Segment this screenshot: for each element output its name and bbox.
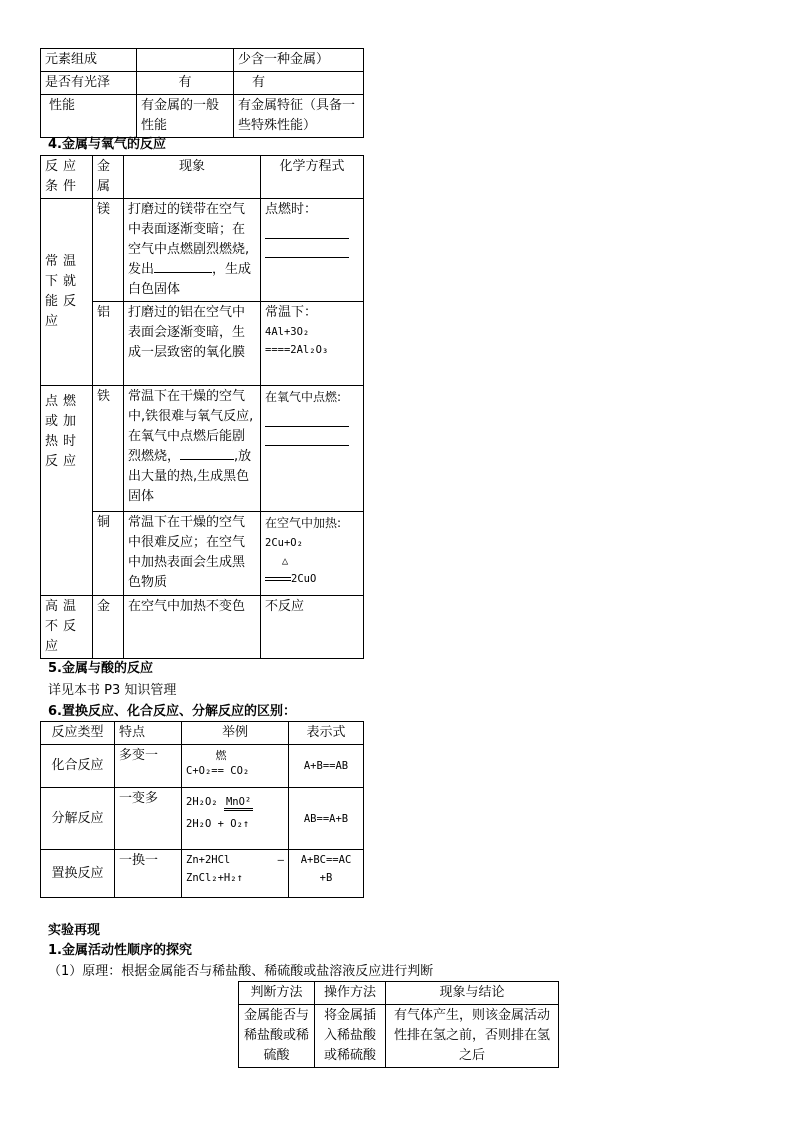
feature-cell: 多变一 — [115, 745, 182, 788]
phenomenon-text: 打磨过的镁带在空气中表面逐渐变暗；在空气中点燃剧烈燃烧,发出 — [128, 202, 250, 277]
formula — [265, 552, 359, 570]
example-cell — [182, 788, 289, 850]
section-heading-5: 5.金属与酸的反应 — [48, 661, 153, 676]
phenomenon-cell: 常温下在干燥的空气中很难反应；在空气中加热表面会生成黑色物质 — [124, 512, 261, 596]
type-cell: 化合反应 — [41, 745, 115, 788]
cell — [137, 49, 234, 72]
reaction-condition: MnO² — [224, 796, 253, 811]
cell: 是否有光泽 — [41, 72, 137, 95]
condition-cell: 常温下就能反应 — [41, 199, 93, 386]
type-cell: 分解反应 — [41, 788, 115, 850]
type-cell: 置换反应 — [41, 850, 115, 898]
method-table — [238, 981, 559, 1068]
metal-cell: 金 — [93, 596, 124, 659]
header-cell: 操作方法 — [315, 982, 386, 1005]
equation-label: 常温下： — [265, 305, 318, 320]
fill-blank — [154, 272, 212, 273]
formula-reactant: Zn+2HCl — [186, 854, 231, 866]
header-cell: 现象与结论 — [386, 982, 559, 1005]
table-row — [41, 850, 364, 898]
cell: 有 — [234, 72, 364, 95]
example-cell — [182, 745, 289, 788]
table-row — [41, 386, 364, 512]
fill-blank — [265, 220, 359, 258]
metal-oxygen-table — [40, 155, 364, 659]
cell: 有气体产生，则该金属活动性排在氢之前，否则排在氢之后 — [386, 1005, 559, 1068]
formula — [186, 793, 284, 811]
header-cell: 判断方法 — [239, 982, 315, 1005]
header-cell: 反应类型 — [41, 722, 115, 745]
cell: 有金属的一般性能 — [137, 95, 234, 138]
section-heading-activity: 1.金属活动性顺序的探究 — [48, 943, 192, 958]
equation-cell: 不反应 — [261, 596, 364, 659]
table-row — [41, 745, 364, 788]
header-cell: 金属 — [93, 156, 124, 199]
expression-line: +B — [319, 872, 333, 884]
cell: 有 — [137, 72, 234, 95]
formula: C+O₂== CO₂ — [186, 765, 250, 777]
reference-note: 详见本书 P3 知识管理 — [48, 683, 177, 698]
table-row — [239, 982, 559, 1005]
header-cell: 化学方程式 — [261, 156, 364, 199]
equation-cell — [261, 512, 364, 596]
formula: 4Al+3O₂ — [265, 326, 310, 338]
expression-cell: A+B==AB — [289, 745, 364, 788]
formula: 2H₂O + O₂↑ — [186, 818, 250, 830]
equation-label: 在氧气中点燃: — [265, 390, 342, 404]
formula-reactant: 2H₂O₂ — [186, 796, 218, 808]
properties-table — [40, 48, 364, 138]
principle-text: （1）原理：根据金属能否与稀盐酸、稀硫酸或盐溶液反应进行判断 — [48, 964, 434, 979]
equation-cell — [261, 386, 364, 512]
metal-cell: 铝 — [93, 302, 124, 386]
table-row — [41, 596, 364, 659]
table-row — [41, 788, 364, 850]
phenomenon-text: 常温下在干燥的空气中,铁很难与氧气反应,在氧气中点燃后能剧烈燃烧， — [128, 389, 254, 464]
table-row — [41, 199, 364, 302]
section-heading-4: 4.金属与氧气的反应 — [48, 137, 166, 152]
equals-dash: — — [277, 854, 284, 866]
formula: 2Cu+O₂ — [265, 537, 303, 549]
table-row — [41, 49, 364, 72]
equation-label: 点燃时： — [265, 202, 318, 217]
formula: ====2Al₂O₃ — [265, 344, 329, 356]
equation-cell — [261, 199, 364, 302]
metal-cell: 镁 — [93, 199, 124, 302]
formula: ZnCl₂+H₂↑ — [186, 872, 243, 884]
table-row — [41, 156, 364, 199]
phenomenon-cell: 打磨过的铝在空气中表面会逐渐变暗，生成一层致密的氧化膜 — [124, 302, 261, 386]
reaction-condition: 燃 — [215, 749, 227, 762]
feature-cell: 一换一 — [115, 850, 182, 898]
header-cell: 反应条件 — [41, 156, 93, 199]
feature-cell: 一变多 — [115, 788, 182, 850]
reaction-condition: △ — [281, 555, 289, 567]
equation-cell — [261, 302, 364, 386]
header-cell: 特点 — [115, 722, 182, 745]
equation-label: 在空气中加热: — [265, 516, 342, 530]
header-cell: 现象 — [124, 156, 261, 199]
condition-cell: 点燃或加热时反应 — [41, 386, 93, 596]
table-row — [41, 72, 364, 95]
formula-product: 2CuO — [291, 573, 317, 585]
table-row — [239, 1005, 559, 1068]
metal-cell: 铁 — [93, 386, 124, 512]
reaction-types-table — [40, 721, 364, 898]
section-heading-6: 6.置换反应、化合反应、分解反应的区别： — [48, 704, 296, 719]
formula — [186, 851, 284, 869]
cell: 元素组成 — [41, 49, 137, 72]
phenomenon-cell: 在空气中加热不变色 — [124, 596, 261, 659]
formula — [265, 570, 359, 588]
fill-blank — [265, 408, 359, 446]
table-row — [41, 722, 364, 745]
section-heading-experiment: 实验再现 — [48, 923, 101, 938]
cell: 有金属特征（具备一些特殊性能） — [234, 95, 364, 138]
condition-cell: 高温不反应 — [41, 596, 93, 659]
example-cell — [182, 850, 289, 898]
cell: 少含一种金属） — [234, 49, 364, 72]
expression-cell — [289, 850, 364, 898]
metal-cell: 铜 — [93, 512, 124, 596]
phenomenon-text: ，生成白色固体 — [128, 262, 252, 297]
table-row — [41, 95, 364, 138]
fill-blank — [180, 459, 234, 460]
cell: 将金属插入稀盐酸或稀硫酸 — [315, 1005, 386, 1068]
phenomenon-cell — [124, 199, 261, 302]
cell: 金属能否与稀盐酸或稀硫酸 — [239, 1005, 315, 1068]
header-cell: 表示式 — [289, 722, 364, 745]
equals-sign — [265, 577, 291, 581]
phenomenon-text: ,放出大量的热,生成黑色固体 — [128, 449, 252, 504]
phenomenon-cell — [124, 386, 261, 512]
expression-cell: AB==A+B — [289, 788, 364, 850]
expression-line: A+BC==AC — [300, 854, 352, 866]
cell: 性能 — [41, 95, 137, 138]
header-cell: 举例 — [182, 722, 289, 745]
